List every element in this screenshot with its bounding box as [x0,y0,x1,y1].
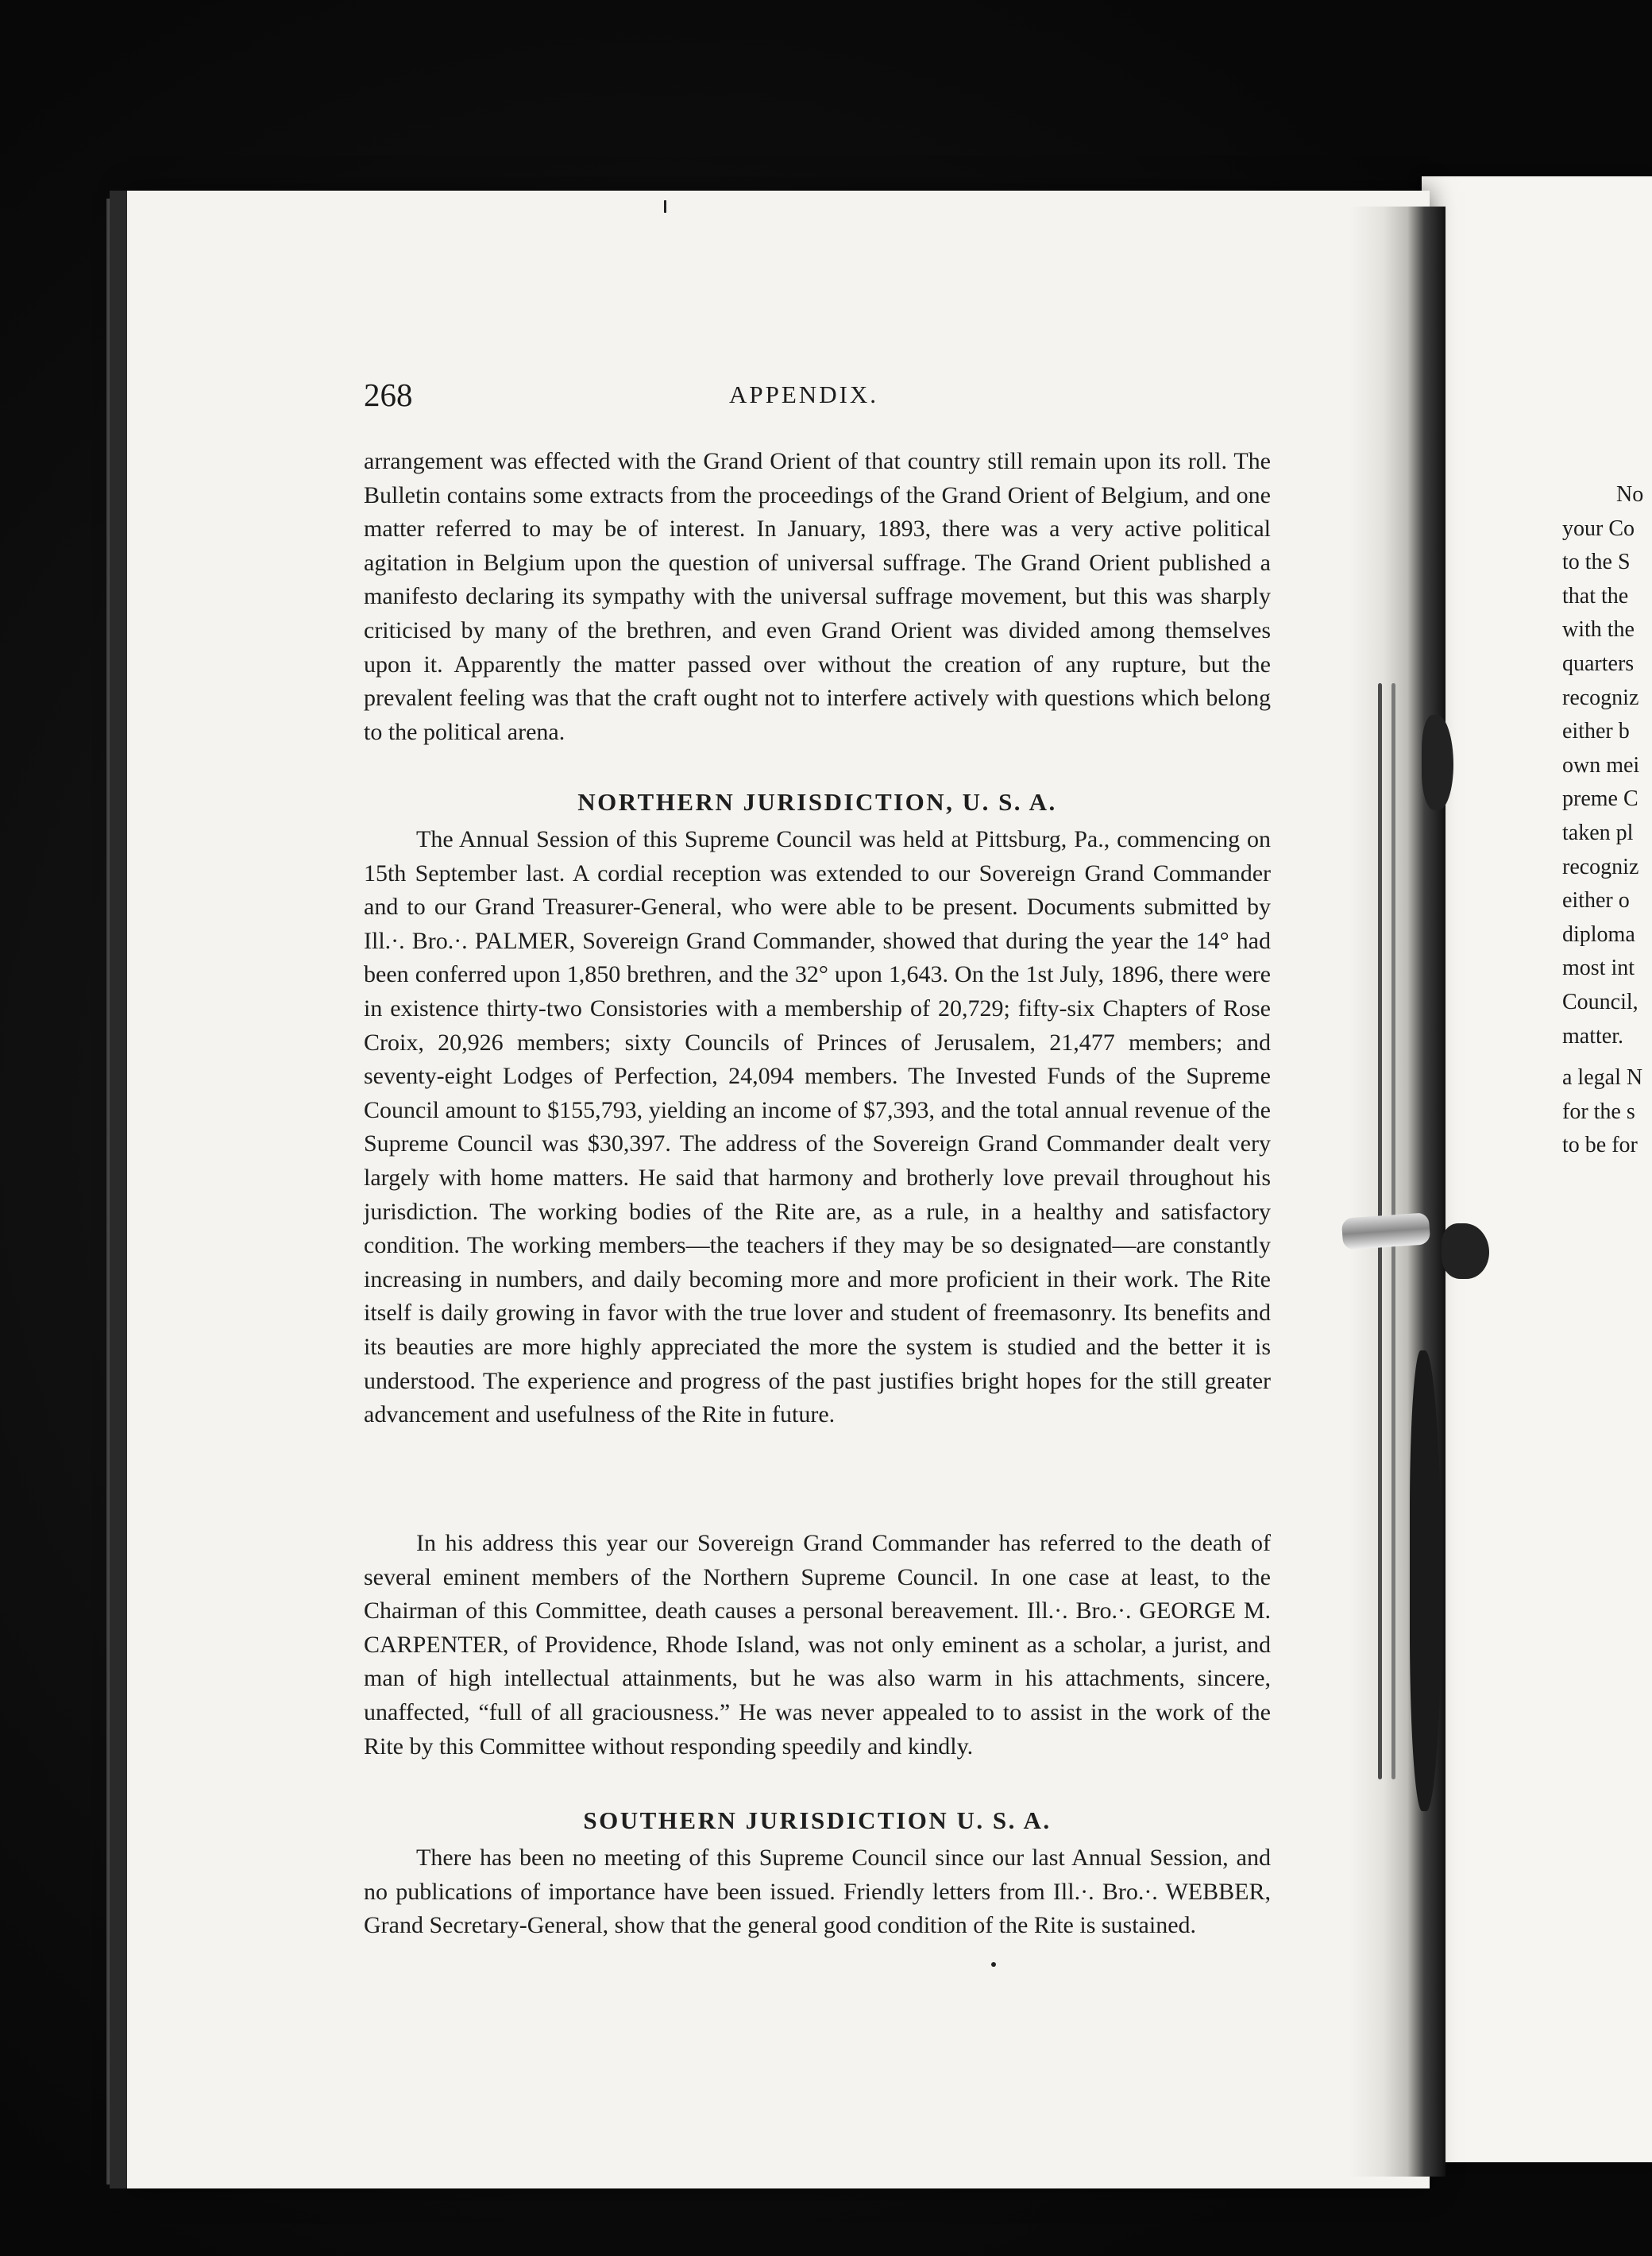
facing-line: matter. [1562,1023,1623,1049]
northern-jurisdiction-heading: NORTHERN JURISDICTION, U. S. A. [577,788,1057,816]
page-number: 268 [364,377,413,413]
facing-line: Council, [1562,989,1638,1014]
facing-line: either o [1562,888,1630,914]
torn-paper [1442,1223,1489,1279]
facing-page-text [1562,478,1652,1163]
facing-line: taken pl [1562,820,1634,845]
northern-paragraph-2: In his address this year our Sovereign Grand Commander has referred to the death of several eminent members of the Northern Supreme Council. In one case at least, to the Chairman of this Committee, death causes a personal bereavement. Ill.·. Bro.·. GEORGE M. CARPENTER, of Providence, Rhode Island, was not only eminent as a scholar, a jurist, and man of high intellectual attainments, but he was also warm in his attachments, sincere, unaffected, “full of all graciousness.” He was never appealed to to assist in the work of the Rite by this Committee without responding speedily and kindly. [364,1530,1271,1760]
facing-line: that the [1562,583,1629,608]
facing-line: with the [1562,617,1635,643]
facing-line: recogniz [1562,685,1639,710]
facing-line: quarters [1562,651,1635,676]
binding-stitch [1341,1212,1431,1250]
northern-paragraph-1: The Annual Session of this Supreme Council was held at Pittsburg, Pa., commencing on 15th September last. A cordial reception was extended to our Sovereign Grand Commander and to our Grand Treasurer-General, who were able to be present. Documents submitted by Ill.·. Bro.·. PALMER, Sovereign Grand Commander, showed that during the year the 14° had been conferred upon 1,850 brethren, and the 32° upon 1,643. On the 1st July, 1896, there were in existence thirty-two Consistories with a membership of 20,729; fifty-six Chapters of Rose Croix, 20,926 members; sixty Councils of Princes of Jerusalem, 21,477 members; and seventy-eight Lodges of Perfection, 24,094 members. The Invested Funds of the Supreme Council amount to $155,793, yielding an income of $7,393, and the total annual revenue of the Supreme Council was $30,397. The address of the Sovereign Grand Commander dealt very largely with home matters. He said that harmony and brotherly love prevail throughout his jurisdiction. The working bodies of the Rite are, as a rule, in a healthy and satisfactory condition. The working members—the teachers if they may be so designated—are constantly increasing in numbers, and daily becoming more and more proficient in their work. The Rite itself is daily growing in favor with the true lover and student of freemasonry. Its benefits and its beauties are more highly appreciated the more the system is studied and the better it is understood. The experience and progress of the past justifies bright hopes for the still greater advancement and usefulness of the Rite in future. [364,826,1271,1428]
facing-page [1422,176,1652,2162]
facing-line: to the S [1562,550,1631,575]
facing-line: recogniz [1562,854,1639,879]
page-edge [106,199,127,2185]
book-gutter [1350,207,1446,2177]
ink-speck [991,1962,996,1967]
facing-line: preme C [1562,786,1638,812]
facing-line: either b [1562,719,1630,744]
facing-line: your Co [1562,516,1635,541]
facing-line: a legal N [1562,1065,1643,1091]
torn-paper [1422,715,1453,810]
southern-jurisdiction-heading: SOUTHERN JURISDICTION U. S. A. [583,1806,1052,1834]
facing-line: diploma [1562,921,1635,947]
facing-line: most int [1562,956,1635,981]
continuation-paragraph: arrangement was effected with the Grand Orient of that country still remain upon its roll. The Bulletin contains some extracts from the proceedings of the Grand Orient of Belgium, and one matter referred to may be of interest. In January, 1893, there was a very active political agitation in Belgium upon the question of universal suffrage. The Grand Orient published a manifesto declaring its sympathy with the universal suffrage movement, but this was sharply criticised by many of the brethren, and even Grand Orient was divided among themselves upon it. Apparently the matter passed over without the creation of any rupture, but the prevalent feeling was that the craft ought not to interfere actively with questions which belong to the political arena. [364,448,1271,745]
ink-speck [664,200,666,213]
running-title: APPENDIX. [729,381,879,408]
running-head [364,376,1269,423]
facing-line: for the s [1562,1099,1635,1124]
facing-line: No [1616,482,1644,507]
southern-paragraph-1: There has been no meeting of this Supreme Council since our last Annual Session, and no publications of importance have been issued. Friendly letters from Ill.·. Bro.·. WEBBER, Grand Secretary-General, show that the general good condition of the Rite is sustained. [364,1845,1271,1939]
facing-line: to be for [1562,1133,1638,1158]
facing-line: own mei [1562,752,1640,778]
